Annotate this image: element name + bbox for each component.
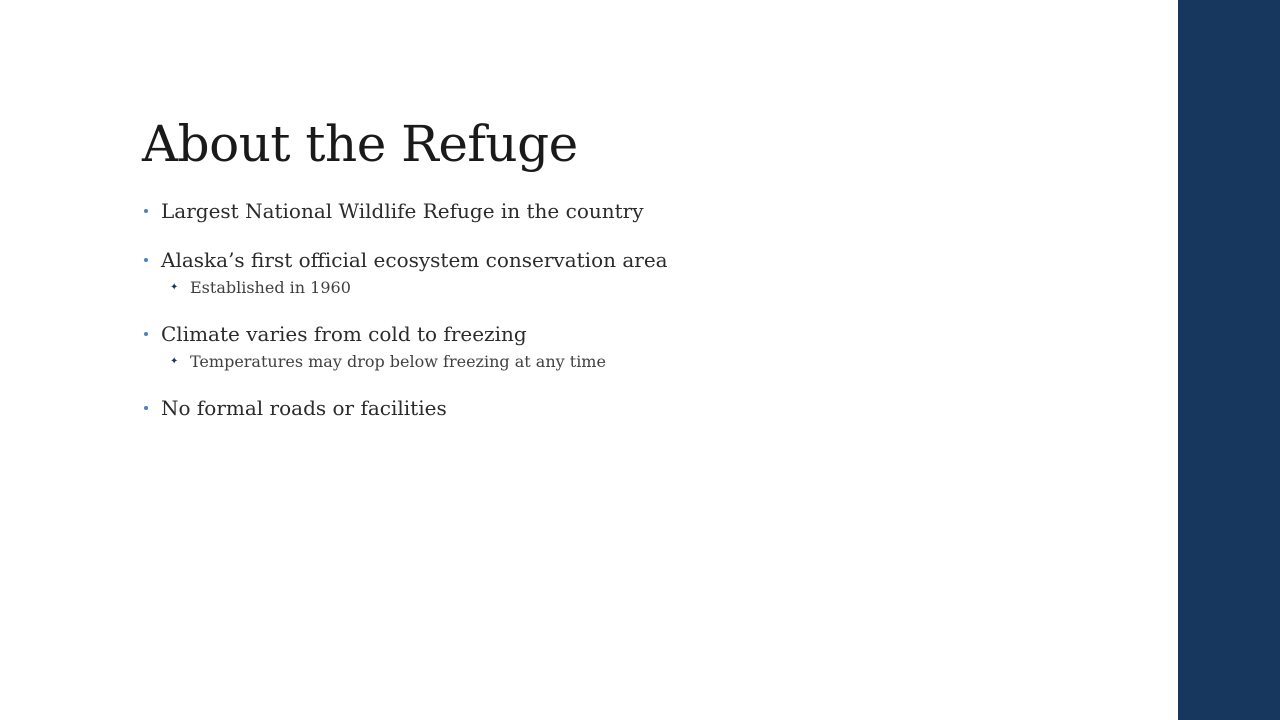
bullet-text: Largest National Wildlife Refuge in the country <box>161 199 644 223</box>
bullet-dot-icon <box>144 406 148 410</box>
bullet-dot-icon <box>144 258 148 262</box>
sub-bullet-text: Temperatures may drop below freezing at any time <box>190 352 606 371</box>
bullet-dot-icon <box>144 209 148 213</box>
bullet-text: No formal roads or facilities <box>161 396 447 420</box>
side-accent-band <box>1178 0 1280 720</box>
sub-bullet-star-icon: ✦ <box>170 282 179 293</box>
sub-bullet-item <box>161 350 1042 374</box>
sub-bullet-text: Established in 1960 <box>190 278 351 297</box>
sub-bullet-item <box>161 276 1042 300</box>
sub-bullet-star-icon: ✦ <box>170 356 179 367</box>
bullet-dot-icon <box>144 332 148 336</box>
sub-bullet-list <box>161 276 1042 300</box>
bullet-item <box>142 245 1042 300</box>
bullet-text: Alaska’s first official ecosystem conservation area <box>161 248 668 272</box>
bullet-item <box>142 393 1042 423</box>
bullet-text: Climate varies from cold to freezing <box>161 322 527 346</box>
bullet-item <box>142 319 1042 374</box>
bullet-item <box>142 196 1042 226</box>
slide-title: About the Refuge <box>142 115 578 173</box>
bullet-list <box>142 196 1042 423</box>
sub-bullet-list <box>161 350 1042 374</box>
